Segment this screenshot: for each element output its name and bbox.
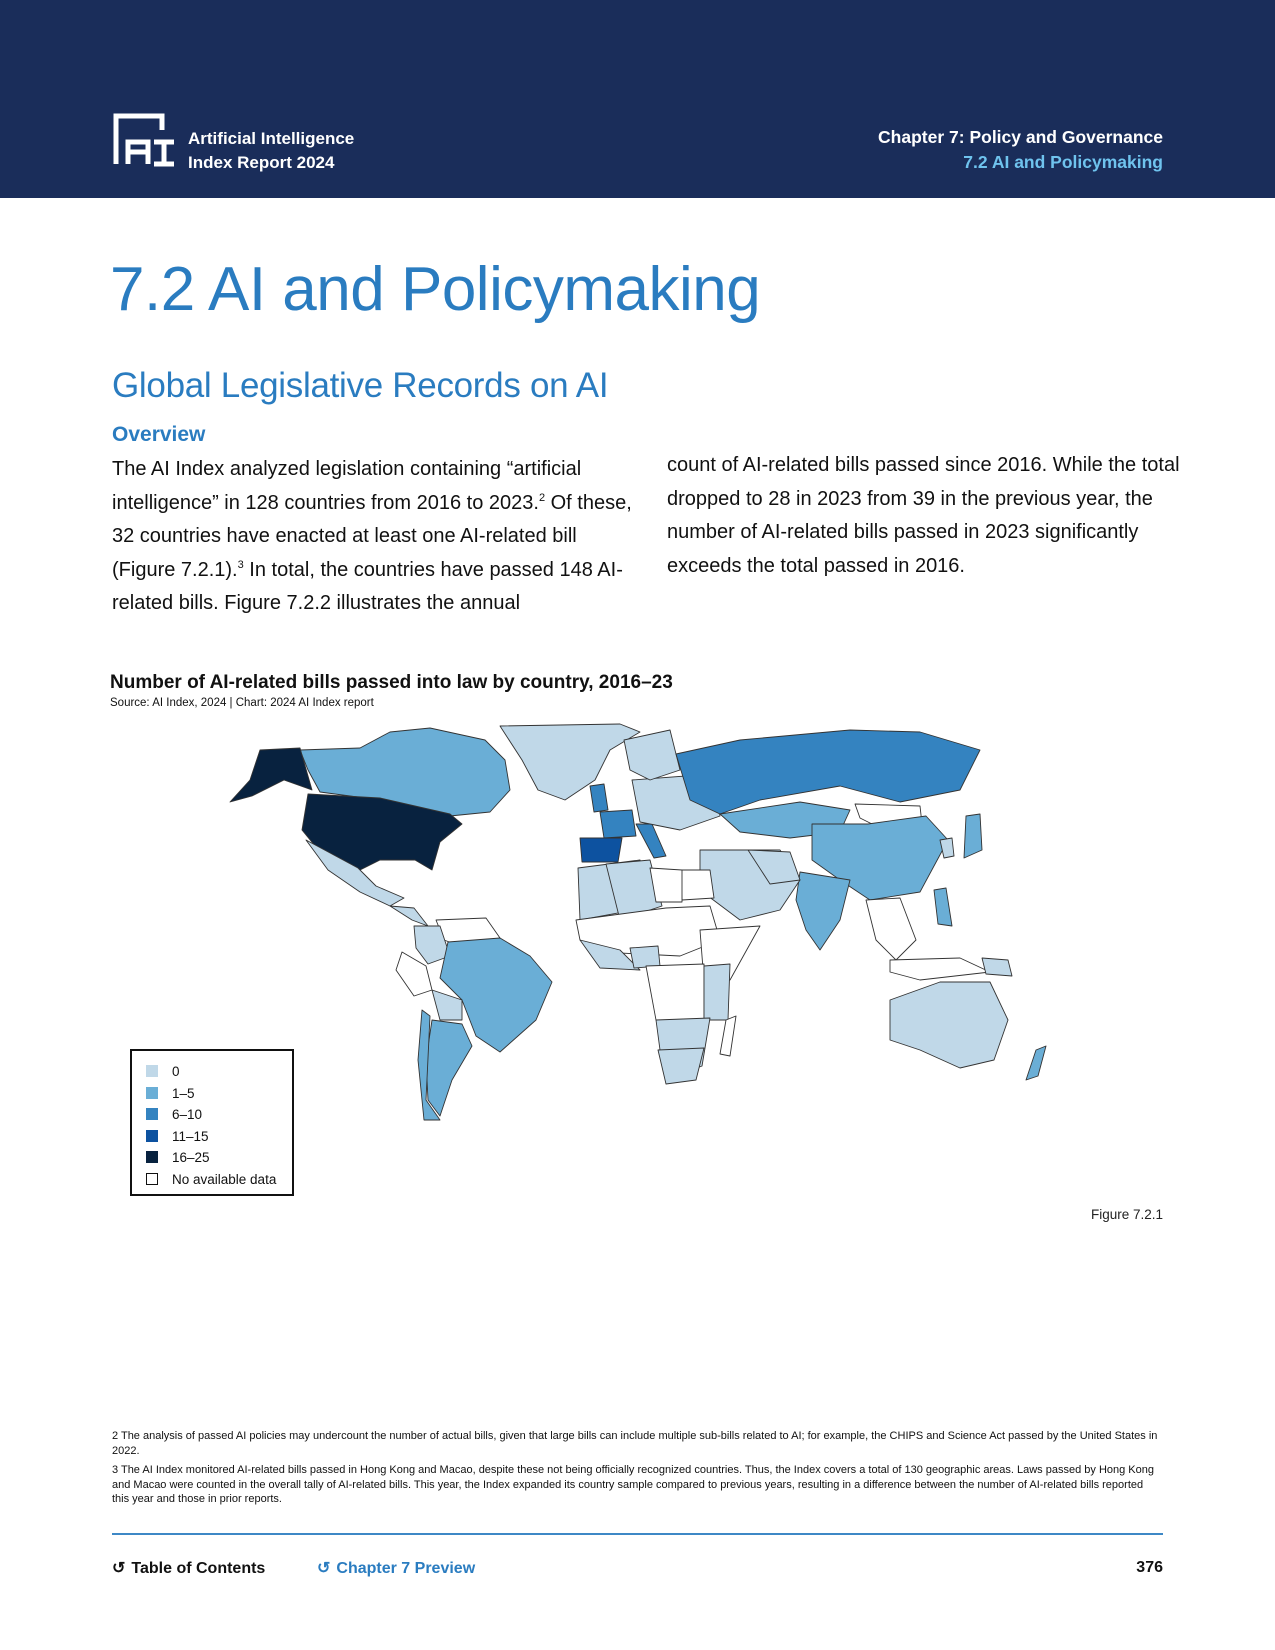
map-region-south-africa <box>658 1048 704 1084</box>
legend-swatch <box>146 1173 158 1185</box>
text-segment: Of these, 32 countries have enacted at least one AI-related bill (Figure 7.2.1). <box>112 491 632 581</box>
map-region-egypt <box>680 870 714 900</box>
section-subtitle: Global Legislative Records on AI <box>112 366 609 405</box>
body-column-1 <box>112 453 632 621</box>
legend-item <box>146 1106 202 1124</box>
legend-item <box>146 1128 209 1146</box>
brand-line-1: Artificial Intelligence <box>188 129 355 148</box>
map-legend <box>130 1049 294 1196</box>
brand-line-2: Index Report 2024 <box>188 153 335 172</box>
text-segment: In total, the countries have passed 148 AI-related bills. Figure 7.2.2 illustrates the annual <box>112 558 623 615</box>
page-header <box>0 0 1275 198</box>
footnote-ref-3[interactable]: 3 <box>237 558 244 571</box>
legend-label: 11–15 <box>172 1128 209 1144</box>
map-region-australia <box>890 982 1008 1068</box>
overview-heading: Overview <box>112 423 206 446</box>
back-arrow-icon: ↺ <box>317 1560 331 1577</box>
legend-swatch <box>146 1087 158 1099</box>
legend-label: 6–10 <box>172 1107 203 1122</box>
overview-paragraph-2: count of AI-related bills passed since 2016. While the total dropped to 28 in 2023 from 39 in the previous year, the number of AI-related bills passed in 2023 significantly exceeds the total passed in 2016. <box>667 454 1180 577</box>
legend-item <box>146 1085 195 1103</box>
chart-title: Number of AI-related bills passed into law by country, 2016–23 <box>110 672 673 693</box>
map-region-greenland <box>500 724 640 800</box>
legend-label: 16–25 <box>172 1150 210 1165</box>
chapter-link[interactable]: Chapter 7: Policy and Governance <box>878 127 1163 147</box>
map-region-argentina <box>426 1020 472 1116</box>
map-region-central-africa <box>646 964 704 1020</box>
map-region-scandinavia <box>624 730 680 780</box>
footnote-ref-2[interactable]: 2 <box>538 491 546 504</box>
map-region-libya <box>650 868 682 902</box>
figure-label: Figure 7.2.1 <box>1090 1207 1163 1222</box>
legend-label: No available data <box>172 1171 277 1187</box>
map-region-india <box>796 872 850 950</box>
legend-swatch <box>146 1108 158 1120</box>
map-region-russia <box>676 730 980 814</box>
map-region-new-zealand <box>1026 1046 1046 1080</box>
map-region-united-kingdom <box>590 784 608 812</box>
map-region-alaska <box>230 748 312 802</box>
toc-label: Table of Contents <box>131 1560 266 1577</box>
legend-item <box>146 1149 210 1167</box>
map-region-france <box>600 810 636 838</box>
world-choropleth-map <box>200 720 1130 1150</box>
footnotes <box>112 1429 1162 1512</box>
ai-index-logo <box>112 112 176 168</box>
overview-paragraph-1 <box>112 453 632 621</box>
legend-item <box>146 1063 180 1081</box>
map-region-indonesia <box>890 958 990 980</box>
map-region-madagascar <box>720 1016 736 1056</box>
map-region-nigeria <box>630 946 660 968</box>
map-region-papua-new-guinea <box>982 958 1012 976</box>
body-column-2 <box>667 449 1187 583</box>
back-arrow-icon: ↺ <box>112 1560 126 1577</box>
chart-source: Source: AI Index, 2024 | Chart: 2024 AI Index report <box>110 697 374 709</box>
legend-label: 1–5 <box>172 1085 195 1101</box>
map-region-southeast-asia <box>866 898 916 960</box>
legend-swatch <box>146 1151 158 1163</box>
legend-item <box>146 1171 276 1189</box>
footnote-2: 2 The analysis of passed AI policies may undercount the number of actual bills, given that large bills can include multiple sub-bills related to AI; for example, the CHIPS and Science Act passed by the United States in 2022. <box>112 1430 1158 1457</box>
page-title: 7.2 AI and Policymaking <box>110 255 761 324</box>
preview-label: Chapter 7 Preview <box>336 1560 476 1577</box>
legend-label: 0 <box>172 1064 180 1079</box>
footnote-3: 3 The AI Index monitored AI-related bills passed in Hong Kong and Macao, despite these not being officially recognized countries. Thus, the Index covers a total of 130 geographic areas. Laws passed by Hong Kong and Macao were counted in the overall tally of AI-related bills. This year, the Index expanded its country sample compared to previous years, resulting in a difference between the number of AI-related bills reported this year and those in prior reports. <box>112 1464 1154 1505</box>
map-region-italy <box>636 824 666 858</box>
footer-divider <box>112 1533 1163 1535</box>
legend-swatch <box>146 1065 158 1077</box>
map-region-central-america <box>390 906 428 926</box>
brand-title <box>188 127 354 175</box>
page-number: 376 <box>1136 1559 1163 1576</box>
section-link[interactable]: 7.2 AI and Policymaking <box>963 152 1163 172</box>
chapter-preview-link[interactable] <box>317 1558 475 1578</box>
map-region-japan <box>964 814 982 858</box>
table-of-contents-link[interactable] <box>112 1558 265 1578</box>
map-region-philippines <box>934 888 952 926</box>
chapter-breadcrumb <box>878 125 1163 175</box>
map-region-spain <box>580 838 622 862</box>
map-region-korea <box>940 838 954 858</box>
text-segment: The AI Index analyzed legislation containing “artificial intelligence” in 128 countries from 2016 to 2023. <box>112 458 582 514</box>
legend-swatch <box>146 1130 158 1142</box>
map-region-kenya-tanzania <box>704 964 730 1020</box>
